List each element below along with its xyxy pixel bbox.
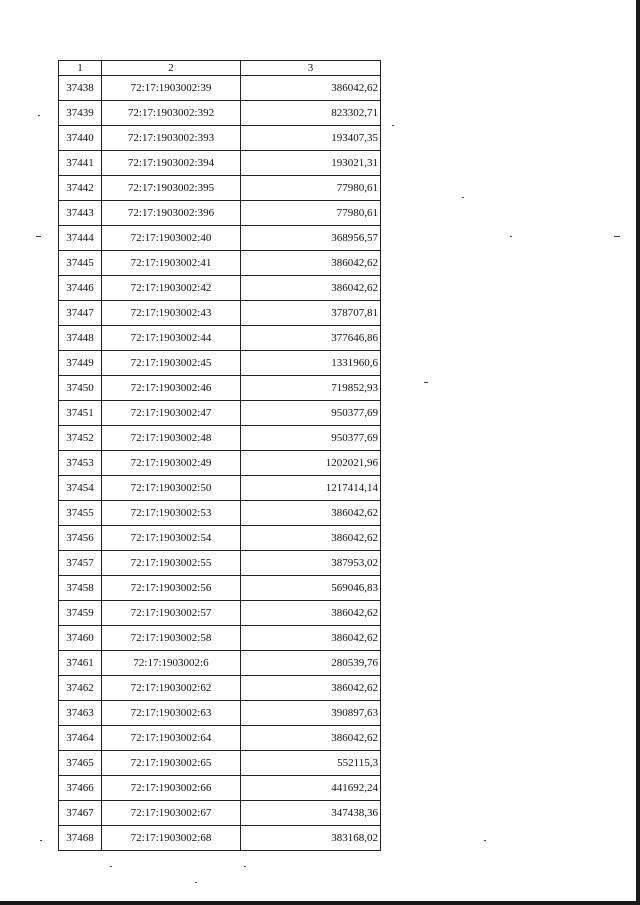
row-number: 37464 (59, 726, 102, 751)
row-number: 37462 (59, 676, 102, 701)
table-row (59, 226, 381, 251)
cadastral-number: 72:17:1903002:50 (102, 476, 241, 501)
cadastral-value: 377646,86 (241, 326, 381, 351)
cadastral-value: 386042,62 (241, 251, 381, 276)
row-number: 37466 (59, 776, 102, 801)
scan-speck (36, 236, 41, 237)
cadastral-number: 72:17:1903002:55 (102, 551, 241, 576)
cadastral-value: 378707,81 (241, 301, 381, 326)
scan-speck (462, 197, 464, 198)
table-row (59, 601, 381, 626)
table-row (59, 176, 381, 201)
table-row (59, 776, 381, 801)
cadastral-value: 77980,61 (241, 201, 381, 226)
cadastral-value: 387953,02 (241, 551, 381, 576)
row-number: 37442 (59, 176, 102, 201)
cadastral-value: 386042,62 (241, 601, 381, 626)
cadastral-number: 72:17:1903002:49 (102, 451, 241, 476)
table-row (59, 726, 381, 751)
column-header-1: 1 (59, 61, 102, 76)
scan-speck (195, 882, 197, 883)
row-number: 37452 (59, 426, 102, 451)
table-row (59, 651, 381, 676)
scan-speck (40, 840, 42, 841)
scan-speck (244, 866, 246, 867)
table-row (59, 801, 381, 826)
column-header-2: 2 (102, 61, 241, 76)
table-row (59, 476, 381, 501)
cadastral-value: 1217414,14 (241, 476, 381, 501)
cadastral-number: 72:17:1903002:45 (102, 351, 241, 376)
table-row (59, 426, 381, 451)
row-number: 37460 (59, 626, 102, 651)
cadastral-number: 72:17:1903002:62 (102, 676, 241, 701)
cadastral-value: 386042,62 (241, 76, 381, 101)
cadastral-value: 193021,31 (241, 151, 381, 176)
scan-speck (510, 236, 512, 237)
cadastral-number: 72:17:1903002:57 (102, 601, 241, 626)
row-number: 37456 (59, 526, 102, 551)
row-number: 37457 (59, 551, 102, 576)
cadastral-number: 72:17:1903002:44 (102, 326, 241, 351)
table-row (59, 501, 381, 526)
cadastral-number: 72:17:1903002:53 (102, 501, 241, 526)
table-row (59, 151, 381, 176)
table-row (59, 451, 381, 476)
cadastral-value: 386042,62 (241, 276, 381, 301)
cadastral-value: 386042,62 (241, 501, 381, 526)
cadastral-number: 72:17:1903002:47 (102, 401, 241, 426)
cadastral-value: 368956,57 (241, 226, 381, 251)
table-row (59, 401, 381, 426)
cadastral-number: 72:17:1903002:58 (102, 626, 241, 651)
row-number: 37461 (59, 651, 102, 676)
row-number: 37448 (59, 326, 102, 351)
table-row (59, 76, 381, 101)
scan-edge-right (636, 0, 640, 905)
table-row (59, 676, 381, 701)
cadastral-number: 72:17:1903002:68 (102, 826, 241, 851)
row-number: 37440 (59, 126, 102, 151)
cadastral-number: 72:17:1903002:48 (102, 426, 241, 451)
scan-speck (424, 382, 428, 383)
cadastral-value: 386042,62 (241, 726, 381, 751)
row-number: 37454 (59, 476, 102, 501)
cadastral-value: 1331960,6 (241, 351, 381, 376)
cadastral-number: 72:17:1903002:394 (102, 151, 241, 176)
table-row (59, 351, 381, 376)
row-number: 37467 (59, 801, 102, 826)
cadastral-number: 72:17:1903002:66 (102, 776, 241, 801)
cadastral-value: 193407,35 (241, 126, 381, 151)
cadastral-number: 72:17:1903002:43 (102, 301, 241, 326)
table-row (59, 551, 381, 576)
row-number: 37451 (59, 401, 102, 426)
cadastral-number: 72:17:1903002:6 (102, 651, 241, 676)
scan-speck (614, 236, 620, 237)
cadastral-number: 72:17:1903002:54 (102, 526, 241, 551)
row-number: 37455 (59, 501, 102, 526)
cadastral-value: 280539,76 (241, 651, 381, 676)
table-row (59, 251, 381, 276)
row-number: 37465 (59, 751, 102, 776)
cadastral-value: 441692,24 (241, 776, 381, 801)
cadastral-number: 72:17:1903002:63 (102, 701, 241, 726)
row-number: 37453 (59, 451, 102, 476)
table-row (59, 576, 381, 601)
cadastral-number: 72:17:1903002:42 (102, 276, 241, 301)
cadastral-number: 72:17:1903002:393 (102, 126, 241, 151)
cadastral-value: 386042,62 (241, 676, 381, 701)
row-number: 37446 (59, 276, 102, 301)
cadastral-value: 386042,62 (241, 626, 381, 651)
row-number: 37450 (59, 376, 102, 401)
row-number: 37447 (59, 301, 102, 326)
table-row (59, 301, 381, 326)
column-header-3: 3 (241, 61, 381, 76)
table-header-row (59, 61, 381, 76)
cadastral-number: 72:17:1903002:64 (102, 726, 241, 751)
cadastral-number: 72:17:1903002:395 (102, 176, 241, 201)
cadastral-value: 950377,69 (241, 401, 381, 426)
table-row (59, 201, 381, 226)
row-number: 37449 (59, 351, 102, 376)
cadastral-number: 72:17:1903002:396 (102, 201, 241, 226)
scan-speck (392, 125, 394, 126)
scan-speck (110, 866, 112, 867)
row-number: 37459 (59, 601, 102, 626)
cadastral-value: 1202021,96 (241, 451, 381, 476)
cadastral-number: 72:17:1903002:65 (102, 751, 241, 776)
cadastral-value: 823302,71 (241, 101, 381, 126)
cadastral-number: 72:17:1903002:67 (102, 801, 241, 826)
cadastral-value: 719852,93 (241, 376, 381, 401)
row-number: 37443 (59, 201, 102, 226)
table-body (59, 76, 381, 851)
table-row (59, 276, 381, 301)
cadastral-number: 72:17:1903002:46 (102, 376, 241, 401)
row-number: 37438 (59, 76, 102, 101)
table-row (59, 126, 381, 151)
table-row (59, 376, 381, 401)
cadastral-value: 77980,61 (241, 176, 381, 201)
table-row (59, 326, 381, 351)
cadastral-number: 72:17:1903002:392 (102, 101, 241, 126)
table-row (59, 101, 381, 126)
cadastral-value: 552115,3 (241, 751, 381, 776)
scan-edge-bottom (0, 901, 640, 905)
cadastral-number: 72:17:1903002:40 (102, 226, 241, 251)
data-table (58, 60, 381, 851)
cadastral-value: 569046,83 (241, 576, 381, 601)
cadastral-number: 72:17:1903002:41 (102, 251, 241, 276)
row-number: 37441 (59, 151, 102, 176)
cadastral-value: 347438,36 (241, 801, 381, 826)
table-row (59, 826, 381, 851)
cadastral-value: 386042,62 (241, 526, 381, 551)
table-row (59, 751, 381, 776)
cadastral-value: 950377,69 (241, 426, 381, 451)
table-row (59, 701, 381, 726)
cadastral-number: 72:17:1903002:56 (102, 576, 241, 601)
cadastral-value: 390897,63 (241, 701, 381, 726)
row-number: 37445 (59, 251, 102, 276)
cadastral-number: 72:17:1903002:39 (102, 76, 241, 101)
row-number: 37468 (59, 826, 102, 851)
row-number: 37444 (59, 226, 102, 251)
scan-speck (38, 115, 40, 116)
table-row (59, 526, 381, 551)
scan-speck (484, 840, 486, 841)
cadastral-value: 383168,02 (241, 826, 381, 851)
row-number: 37458 (59, 576, 102, 601)
table-row (59, 626, 381, 651)
row-number: 37439 (59, 101, 102, 126)
row-number: 37463 (59, 701, 102, 726)
